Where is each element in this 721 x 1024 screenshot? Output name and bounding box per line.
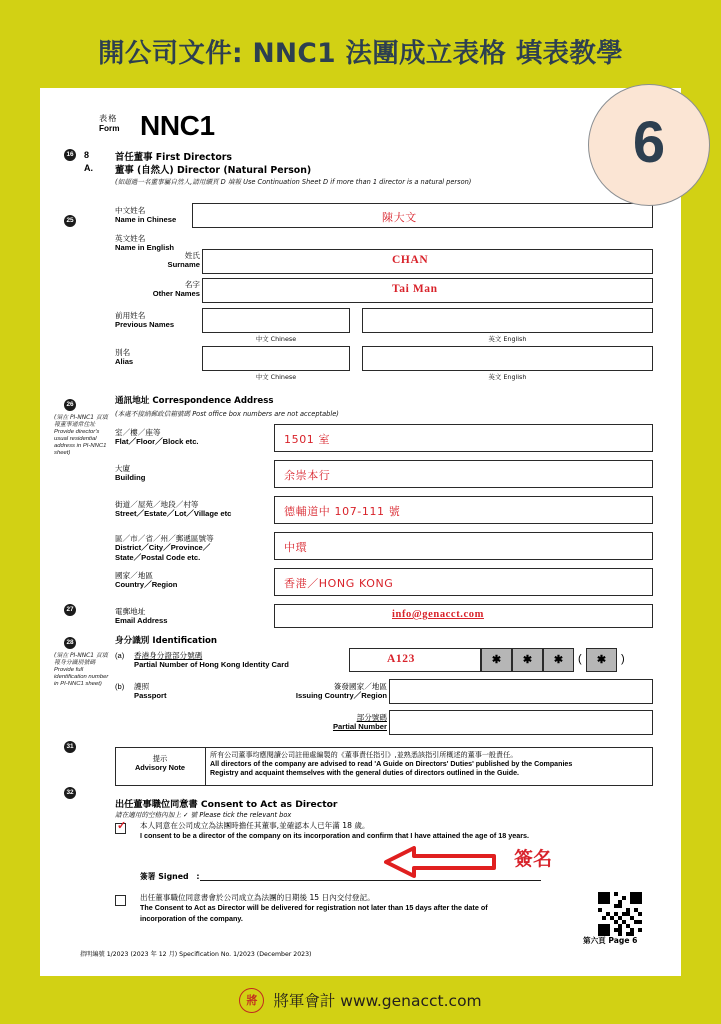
- brand-logo-icon: 將: [239, 988, 264, 1013]
- sublabel-previous-chinese: 中文 Chinese: [255, 335, 297, 343]
- form-label: [99, 114, 119, 133]
- advisory-note-label-en: Advisory Note: [134, 763, 186, 773]
- signature-label: 簽署 Signed :: [140, 872, 200, 881]
- label-passport-en: Passport: [134, 691, 167, 701]
- label-previous-names-en: Previous Names: [115, 320, 175, 330]
- label-passport-item: (b): [115, 682, 125, 691]
- advisory-note-text-en1: All directors of the company are advised to read 'A Guide on Directors' Duties' published by the Companies: [210, 759, 573, 768]
- side-note-28-en: Provide full identification number in PI-NNC1 sheet): [54, 667, 109, 687]
- label-passport-partial-cn: 部分號碼: [356, 713, 387, 722]
- consent-item-1-cn: 本人同意在公司成立為法團時擔任其董事,並確認本人已年滿 18 歲。: [140, 821, 370, 830]
- label-email-en: Email Address: [115, 616, 168, 626]
- label-issuing-country: [202, 682, 387, 701]
- label-name-english-cn: 英文姓名: [115, 234, 146, 243]
- side-note-26-cn: (須在 PI-NNC1 頁填報董事通常住址: [54, 415, 108, 428]
- input-alias-en[interactable]: [362, 346, 653, 371]
- label-name-chinese: [115, 206, 176, 225]
- advisory-note-divider: [205, 747, 206, 786]
- label-name-english-en: Name in English: [115, 243, 175, 253]
- form-spec-note: 指明編號 1/2023 (2023 年 12 月) Specification No. 1/2023 (December 2023): [80, 951, 312, 958]
- value-email: info@genacct.com: [392, 609, 484, 620]
- input-hkid-partial[interactable]: [349, 648, 481, 672]
- margin-marker-27: 27: [64, 604, 76, 616]
- input-flat[interactable]: [274, 424, 653, 452]
- label-issuing-country-en: Issuing Country／Region: [295, 691, 387, 701]
- hkid-masked-cell-3: ✱: [543, 648, 574, 672]
- sublabel-previous-english: 英文 English: [488, 335, 527, 343]
- form-code: NNC1: [140, 110, 215, 141]
- hkid-paren-close: ): [621, 653, 625, 665]
- input-issuing-country[interactable]: [389, 679, 653, 704]
- label-surname-en: Surname: [167, 260, 200, 270]
- label-email: [115, 607, 167, 626]
- input-district[interactable]: [274, 532, 653, 560]
- value-street: 德輔道中 107-111 號: [284, 505, 401, 518]
- value-name-chinese: 陳大文: [382, 211, 417, 224]
- label-building-cn: 大廈: [115, 464, 131, 473]
- label-passport-partial-en: Partial Number: [332, 722, 387, 732]
- subsection-letter: A.: [84, 163, 93, 173]
- label-previous-names-cn: 前用姓名: [115, 311, 146, 320]
- consent-item-2-en2: incorporation of the company.: [140, 913, 243, 923]
- label-district-en: District／City／Province／: [115, 543, 211, 553]
- label-district-en2: State／Postal Code etc.: [115, 552, 201, 562]
- label-other-names: [144, 280, 200, 299]
- heading-correspondence-address: 通訊地址 Correspondence Address: [115, 396, 274, 406]
- form-label-cn: 表格: [99, 113, 118, 123]
- margin-marker-32: 32: [64, 787, 76, 799]
- consent-checkbox-2[interactable]: [115, 895, 126, 906]
- label-passport-partial: [202, 713, 387, 732]
- label-building-en: Building: [115, 473, 146, 483]
- label-surname: [152, 251, 200, 270]
- label-passport: [134, 682, 167, 701]
- footer-brand-text: 將軍會計 www.genacct.com: [273, 992, 482, 1010]
- advisory-note-label-cn: 提示: [152, 754, 168, 763]
- advisory-note-text: [210, 750, 650, 779]
- margin-marker-25: 25: [64, 215, 76, 227]
- consent-item-1-en: I consent to be a director of the company on its incorporation and confirm that I have attained the age of 18 years.: [140, 831, 529, 841]
- margin-marker-31: 31: [64, 741, 76, 753]
- label-email-cn: 電郵地址: [115, 607, 146, 616]
- advisory-note-label: [115, 754, 205, 773]
- label-country-en: Country／Region: [115, 580, 178, 590]
- page-badge-number: 6: [632, 110, 666, 175]
- qr-code: [598, 892, 642, 936]
- value-flat: 1501 室: [284, 433, 331, 446]
- advisory-note-text-en2: Registry and acquaint themselves with the general duties of directors outlined in the Guide.: [210, 769, 520, 778]
- consent-item-2: [140, 893, 488, 924]
- label-district: [115, 534, 214, 562]
- consent-title: 出任董事職位同意書 Consent to Act as Director: [115, 799, 338, 810]
- value-building: 余崇本行: [284, 469, 331, 482]
- input-previous-names-en[interactable]: [362, 308, 653, 333]
- side-note-26: [54, 415, 112, 457]
- hkid-masked-cell-1: ✱: [481, 648, 512, 672]
- consent-checkbox-1-tick: ✓: [117, 820, 127, 832]
- label-hkid-en: Partial Number of Hong Kong Identity Card: [134, 660, 289, 670]
- section-title: 首任董事 First Directors: [115, 152, 232, 163]
- label-country: [115, 571, 177, 590]
- label-name-english: [115, 234, 174, 253]
- label-hkid: [134, 651, 289, 670]
- form-content: [52, 102, 669, 968]
- label-flat-cn: 室／樓／座等: [115, 428, 161, 437]
- footer-bar: [0, 976, 721, 1024]
- input-previous-names-cn[interactable]: [202, 308, 350, 333]
- label-building: [115, 464, 145, 483]
- margin-marker-28: 28: [64, 637, 76, 649]
- label-flat-en: Flat／Floor／Block etc.: [115, 437, 199, 447]
- input-building[interactable]: [274, 460, 653, 488]
- side-note-28: [54, 653, 112, 688]
- label-street: [115, 500, 231, 519]
- value-hkid-partial: A123: [387, 653, 415, 665]
- label-country-cn: 國家／地區: [115, 571, 153, 580]
- label-issuing-country-cn: 簽發國家／地區: [333, 682, 387, 691]
- form-label-en: Form: [99, 123, 120, 133]
- consent-subtitle: 請在適用的空格內加上 ✓ 號 Please tick the relevant box: [115, 811, 292, 819]
- label-previous-names: [115, 311, 174, 330]
- label-passport-cn: 護照: [134, 682, 150, 691]
- note-correspondence-address: (本處不接納郵政信箱號碼 Post office box numbers are not acceptable): [115, 410, 339, 418]
- label-hkid-item: (a): [115, 651, 125, 660]
- advisory-note-text-cn: 所有公司董事均應閱讀公司註冊處編製的《董事責任指引》,並熟悉該指引所概述的董事一般責任。: [210, 750, 518, 759]
- side-note-28-cn: (須在 PI-NNC1 頁填報身分識別號碼: [54, 653, 108, 666]
- hkid-masked-cell-2: ✱: [512, 648, 543, 672]
- label-other-names-en: Other Names: [152, 289, 200, 299]
- label-other-names-cn: 名字: [184, 280, 200, 289]
- consent-item-1: [140, 821, 529, 842]
- page-title: 開公司文件: NNC1 法團成立表格 填表教學: [98, 38, 623, 69]
- consent-item-2-en1: The Consent to Act as Director will be delivered for registration not later than 15 days after the date of: [140, 903, 488, 913]
- signature-annotation: 簽名: [514, 848, 553, 870]
- heading-identification: 身分識別 Identification: [115, 636, 218, 646]
- value-country: 香港／HONG KONG: [284, 577, 394, 590]
- label-alias: [115, 348, 133, 367]
- label-district-cn: 區／市／省／州／郵遞區號等: [115, 534, 214, 543]
- sublabel-alias-english: 英文 English: [488, 373, 527, 381]
- value-other-names: Tai Man: [392, 283, 438, 295]
- input-alias-cn[interactable]: [202, 346, 350, 371]
- page-number-badge: [588, 84, 710, 206]
- form-page-label: 第六頁 Page 6: [583, 936, 638, 945]
- consent-item-2-cn: 出任董事職位同意書會於公司成立為法團的日期後 15 日內交付登記。: [140, 893, 375, 902]
- signature-arrow-icon: [384, 846, 496, 883]
- label-street-cn: 街道／屋苑／地段／村等: [115, 500, 199, 509]
- form-document-sheet: [40, 88, 681, 976]
- input-passport-partial[interactable]: [389, 710, 653, 735]
- label-alias-en: Alias: [115, 357, 134, 367]
- sublabel-alias-chinese: 中文 Chinese: [255, 373, 297, 381]
- input-name-chinese[interactable]: [192, 203, 653, 228]
- value-surname: CHAN: [392, 254, 429, 266]
- value-district: 中環: [284, 541, 308, 554]
- margin-marker-16: 16: [64, 149, 76, 161]
- side-note-26-en: Provide director's usual residential address in PI-NNC1 sheet): [54, 429, 107, 456]
- label-surname-cn: 姓氏: [184, 251, 200, 260]
- label-alias-cn: 別名: [115, 348, 131, 357]
- margin-marker-26: 26: [64, 399, 76, 411]
- label-name-chinese-cn: 中文姓名: [115, 206, 146, 215]
- label-name-chinese-en: Name in Chinese: [115, 215, 177, 225]
- label-street-en: Street／Estate／Lot／Village etc: [115, 509, 232, 519]
- subsection-note: (如超過一名董事屬自然人,請用續頁 D 填報 Use Continuation Sheet D if more than 1 director is a natural person): [115, 178, 472, 186]
- hkid-paren-open: (: [578, 653, 582, 665]
- hkid-check-digit-cell: ✱: [586, 648, 617, 672]
- subsection-title: 董事 (自然人) Director (Natural Person): [115, 165, 312, 176]
- label-flat: [115, 428, 199, 447]
- label-hkid-cn: 香港身分證部分號碼: [134, 651, 203, 660]
- section-number: 8: [84, 150, 90, 160]
